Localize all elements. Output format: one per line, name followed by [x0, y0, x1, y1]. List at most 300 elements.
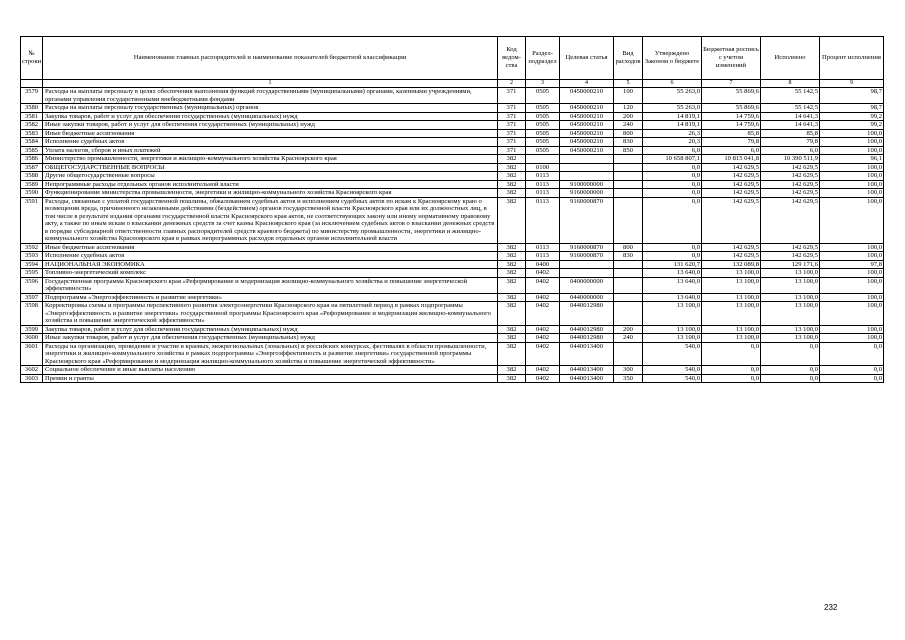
table-row [21, 155, 884, 164]
row-name: Государственная программа Красноярского края «Реформирование и модернизация жилищно-коммунального хозяйства и повышение энергетической эффективности» [43, 277, 498, 293]
target-article: 0440013400 [560, 342, 614, 366]
row-name: Расходы на выплаты персоналу в целях обеспечения выполнения функций государственными (муниципальными) органами, казенными учреждениями, органами управления государственными внебюджетными фондами [43, 88, 498, 104]
column-number: 8 [761, 80, 820, 88]
section-code: 0402 [526, 269, 560, 278]
row-name: Функционирование министерства промышленности, энергетики и жилищно-коммунального хозяйства Красноярского края [43, 189, 498, 198]
section-code: 0113 [526, 189, 560, 198]
executed-amount: 13 100,0 [761, 277, 820, 293]
column-number: 5 [614, 80, 643, 88]
column-number: 4 [560, 80, 614, 88]
approved-amount: 540,0 [643, 374, 702, 383]
dept-code: 371 [498, 104, 526, 113]
expense-type: 800 [614, 243, 643, 252]
executed-amount: 13 100,0 [761, 325, 820, 334]
expense-type: 200 [614, 112, 643, 121]
dept-code: 371 [498, 112, 526, 121]
dept-code: 382 [498, 325, 526, 334]
table-row [21, 180, 884, 189]
row-number: 3591 [21, 197, 43, 243]
row-name: Исполнение судебных актов [43, 252, 498, 261]
row-number: 3596 [21, 277, 43, 293]
executed-amount: 0,0 [761, 374, 820, 383]
dept-code: 382 [498, 172, 526, 181]
schedule-amount: 0,0 [702, 366, 761, 375]
row-name: Иные закупки товаров, работ и услуг для обеспечения государственных (муниципальных) нужд [43, 334, 498, 343]
executed-amount: 142 629,5 [761, 243, 820, 252]
row-name: Корректировка схемы и программы перспективного развития электроэнергетики Красноярского края на пятилетний период в рамках подпрограммы «Энергоэффективность и развитие энергетики» государственной программы Красноярского края «Реформирование и модернизация жилищно-коммунального хозяйства и повышение энергетической эффективности» [43, 302, 498, 326]
column-number-row [21, 80, 884, 88]
approved-amount: 540,0 [643, 366, 702, 375]
section-code: 0505 [526, 112, 560, 121]
expense-type: 850 [614, 146, 643, 155]
schedule-amount: 14 759,6 [702, 121, 761, 130]
section-code: 0113 [526, 252, 560, 261]
expense-type [614, 269, 643, 278]
row-name: ОБЩЕГОСУДАРСТВЕННЫЕ ВОПРОСЫ [43, 163, 498, 172]
section-code: 0505 [526, 138, 560, 147]
percent-executed: 100,0 [820, 277, 884, 293]
expense-type: 800 [614, 129, 643, 138]
section-code: 0402 [526, 374, 560, 383]
percent-executed: 98,7 [820, 104, 884, 113]
executed-amount: 55 142,5 [761, 104, 820, 113]
executed-amount: 129 171,6 [761, 260, 820, 269]
schedule-amount: 142 629,5 [702, 243, 761, 252]
table-row [21, 163, 884, 172]
schedule-amount: 14 759,6 [702, 112, 761, 121]
section-code: 0113 [526, 243, 560, 252]
row-name: Расходы на выплаты персоналу государственных (муниципальных) органов [43, 104, 498, 113]
approved-amount: 26,3 [643, 129, 702, 138]
schedule-amount: 55 869,6 [702, 104, 761, 113]
row-number: 3584 [21, 138, 43, 147]
row-number: 3583 [21, 129, 43, 138]
approved-amount: 14 819,1 [643, 121, 702, 130]
target-article: 9160000000 [560, 189, 614, 198]
row-name: Расходы на организацию, проведение и участие в краевых, межрегиональных (зональных) и российских конкурсах, фестивалях в области промышленности, энергетики и жилищно-коммунального хозяйства в рамках подпрограммы «Энергоэффективность и развитие энергетики» государственной программы Красноярского края «Реформирование и модернизация жилищно-коммунального хозяйства и повышение энергетической эффективности» [43, 342, 498, 366]
percent-executed: 96,1 [820, 155, 884, 164]
percent-executed: 97,8 [820, 260, 884, 269]
executed-amount: 14 641,3 [761, 112, 820, 121]
table-row [21, 269, 884, 278]
percent-executed: 100,0 [820, 189, 884, 198]
column-number [21, 80, 43, 88]
row-number: 3592 [21, 243, 43, 252]
approved-amount: 0,0 [643, 243, 702, 252]
executed-amount: 142 629,5 [761, 172, 820, 181]
table-row [21, 342, 884, 366]
executed-amount: 0,0 [761, 342, 820, 366]
dept-code: 371 [498, 121, 526, 130]
percent-executed: 0,0 [820, 366, 884, 375]
row-number: 3588 [21, 172, 43, 181]
expense-type: 300 [614, 366, 643, 375]
schedule-amount: 0,0 [702, 374, 761, 383]
dept-code: 382 [498, 155, 526, 164]
table-body [21, 88, 884, 383]
expense-type [614, 342, 643, 366]
row-name: Уплата налогов, сборов и иных платежей [43, 146, 498, 155]
executed-amount: 14 641,3 [761, 121, 820, 130]
row-number: 3594 [21, 260, 43, 269]
executed-amount: 13 100,0 [761, 293, 820, 302]
schedule-amount: 142 629,5 [702, 163, 761, 172]
section-code: 0402 [526, 366, 560, 375]
table-row [21, 172, 884, 181]
budget-execution-table [20, 36, 884, 383]
schedule-amount: 55 869,6 [702, 88, 761, 104]
percent-executed: 100,0 [820, 197, 884, 243]
expense-type: 240 [614, 121, 643, 130]
dept-code: 382 [498, 252, 526, 261]
approved-amount: 0,0 [643, 197, 702, 243]
executed-amount: 142 629,5 [761, 197, 820, 243]
expense-type: 830 [614, 138, 643, 147]
row-name: Топливно-энергетический комплекс [43, 269, 498, 278]
row-name: Подпрограмма «Энергоэффективность и развитие энергетики» [43, 293, 498, 302]
percent-executed: 100,0 [820, 252, 884, 261]
row-name: Другие общегосударственные вопросы [43, 172, 498, 181]
table-row [21, 146, 884, 155]
approved-amount: 131 620,7 [643, 260, 702, 269]
row-number: 3601 [21, 342, 43, 366]
table-row [21, 334, 884, 343]
schedule-amount: 142 629,5 [702, 180, 761, 189]
target-article: 0440013400 [560, 366, 614, 375]
dept-code: 382 [498, 163, 526, 172]
target-article [560, 163, 614, 172]
section-code: 0402 [526, 334, 560, 343]
executed-amount: 13 100,0 [761, 334, 820, 343]
target-article: 0450000210 [560, 104, 614, 113]
table-row [21, 302, 884, 326]
schedule-amount: 85,8 [702, 129, 761, 138]
section-code: 0113 [526, 197, 560, 243]
target-article: 0450000210 [560, 129, 614, 138]
row-name: Иные бюджетные ассигнования [43, 129, 498, 138]
row-number: 3589 [21, 180, 43, 189]
row-number: 3580 [21, 104, 43, 113]
target-article: 0440012980 [560, 334, 614, 343]
executed-amount: 79,8 [761, 138, 820, 147]
percent-executed: 100,0 [820, 325, 884, 334]
row-number: 3595 [21, 269, 43, 278]
table-row [21, 112, 884, 121]
header-dept-code: Код ведом- ства [498, 37, 526, 80]
section-code: 0505 [526, 146, 560, 155]
approved-amount: 540,0 [643, 342, 702, 366]
approved-amount: 13 100,0 [643, 325, 702, 334]
header-expense-type: Вид расходов [614, 37, 643, 80]
schedule-amount: 13 100,0 [702, 302, 761, 326]
approved-amount: 13 640,0 [643, 269, 702, 278]
executed-amount: 142 629,5 [761, 252, 820, 261]
target-article: 9100000000 [560, 180, 614, 189]
row-number: 3579 [21, 88, 43, 104]
page-number: 232 [824, 603, 838, 612]
section-code: 0402 [526, 293, 560, 302]
table-row [21, 366, 884, 375]
schedule-amount: 79,8 [702, 138, 761, 147]
section-code: 0402 [526, 325, 560, 334]
row-name: Социальное обеспечение и иные выплаты населению [43, 366, 498, 375]
header-schedule: Бюджетная роспись с учетом изменений [702, 37, 761, 80]
dept-code: 382 [498, 302, 526, 326]
executed-amount: 0,0 [761, 366, 820, 375]
header-name: Наименование главных распорядителей и наименование показателей бюджетной классификации [43, 37, 498, 80]
percent-executed: 100,0 [820, 172, 884, 181]
header-target-article: Целевая статья [560, 37, 614, 80]
executed-amount: 13 100,0 [761, 302, 820, 326]
percent-executed: 100,0 [820, 163, 884, 172]
row-name: Иные закупки товаров, работ и услуг для обеспечения государственных (муниципальных) нужд [43, 121, 498, 130]
expense-type [614, 197, 643, 243]
executed-amount: 142 629,5 [761, 163, 820, 172]
table-row [21, 260, 884, 269]
target-article: 0450000210 [560, 112, 614, 121]
row-number: 3586 [21, 155, 43, 164]
percent-executed: 100,0 [820, 243, 884, 252]
approved-amount: 0,0 [643, 180, 702, 189]
target-article [560, 269, 614, 278]
column-number: 1 [43, 80, 498, 88]
executed-amount: 10 390 511,9 [761, 155, 820, 164]
header-executed: Исполнено [761, 37, 820, 80]
row-name: НАЦИОНАЛЬНАЯ ЭКОНОМИКА [43, 260, 498, 269]
budget-table-sheet [20, 36, 884, 383]
section-code: 0505 [526, 104, 560, 113]
approved-amount: 0,0 [643, 163, 702, 172]
row-number: 3603 [21, 374, 43, 383]
approved-amount: 14 819,1 [643, 112, 702, 121]
expense-type: 100 [614, 88, 643, 104]
row-number: 3600 [21, 334, 43, 343]
dept-code: 382 [498, 189, 526, 198]
expense-type [614, 155, 643, 164]
expense-type [614, 189, 643, 198]
table-row [21, 374, 884, 383]
schedule-amount: 142 629,5 [702, 172, 761, 181]
section-code: 0400 [526, 260, 560, 269]
dept-code: 382 [498, 277, 526, 293]
approved-amount: 0,0 [643, 252, 702, 261]
target-article: 0400000000 [560, 277, 614, 293]
dept-code: 382 [498, 243, 526, 252]
executed-amount: 142 629,5 [761, 189, 820, 198]
column-number: 6 [643, 80, 702, 88]
percent-executed: 100,0 [820, 129, 884, 138]
column-number: 2 [498, 80, 526, 88]
header-row-number: № строки [21, 37, 43, 80]
approved-amount: 10 658 807,1 [643, 155, 702, 164]
section-code: 0505 [526, 129, 560, 138]
row-number: 3582 [21, 121, 43, 130]
section-code: 0402 [526, 277, 560, 293]
target-article: 9160000870 [560, 243, 614, 252]
row-name: Закупка товаров, работ и услуг для обеспечения государственных (муниципальных) нужд [43, 112, 498, 121]
expense-type: 120 [614, 104, 643, 113]
row-name: Закупка товаров, работ и услуг для обеспечения государственных (муниципальных) нужд [43, 325, 498, 334]
schedule-amount: 13 100,0 [702, 277, 761, 293]
row-number: 3598 [21, 302, 43, 326]
approved-amount: 0,0 [643, 189, 702, 198]
row-number: 3597 [21, 293, 43, 302]
expense-type [614, 163, 643, 172]
column-number: 9 [820, 80, 884, 88]
section-code: 0113 [526, 172, 560, 181]
percent-executed: 100,0 [820, 293, 884, 302]
percent-executed: 0,0 [820, 342, 884, 366]
approved-amount: 13 640,0 [643, 293, 702, 302]
schedule-amount: 13 100,0 [702, 293, 761, 302]
row-name: Непрограммные расходы отдельных органов исполнительной власти [43, 180, 498, 189]
expense-type: 830 [614, 252, 643, 261]
table-row [21, 138, 884, 147]
dept-code: 371 [498, 88, 526, 104]
approved-amount: 13 100,0 [643, 302, 702, 326]
target-article [560, 155, 614, 164]
schedule-amount: 13 100,0 [702, 334, 761, 343]
approved-amount: 0,0 [643, 172, 702, 181]
header-percent: Процент исполнения [820, 37, 884, 80]
section-code [526, 155, 560, 164]
expense-type: 350 [614, 374, 643, 383]
row-name: Премии и гранты [43, 374, 498, 383]
row-name: Исполнение судебных актов [43, 138, 498, 147]
table-row [21, 88, 884, 104]
table-row [21, 243, 884, 252]
target-article: 9160000870 [560, 252, 614, 261]
target-article [560, 172, 614, 181]
dept-code: 382 [498, 260, 526, 269]
table-row [21, 293, 884, 302]
executed-amount: 6,0 [761, 146, 820, 155]
dept-code: 382 [498, 366, 526, 375]
header-section: Раздел- подраздел [526, 37, 560, 80]
row-number: 3593 [21, 252, 43, 261]
table-row [21, 189, 884, 198]
target-article: 0450000210 [560, 88, 614, 104]
dept-code: 382 [498, 293, 526, 302]
target-article [560, 260, 614, 269]
schedule-amount: 10 815 041,8 [702, 155, 761, 164]
table-row [21, 197, 884, 243]
section-code: 0402 [526, 342, 560, 366]
dept-code: 382 [498, 334, 526, 343]
percent-executed: 100,0 [820, 302, 884, 326]
section-code: 0113 [526, 180, 560, 189]
dept-code: 382 [498, 197, 526, 243]
schedule-amount: 13 100,0 [702, 325, 761, 334]
header-approved: Утверждено Законом о бюджете [643, 37, 702, 80]
expense-type [614, 172, 643, 181]
section-code: 0100 [526, 163, 560, 172]
approved-amount: 20,3 [643, 138, 702, 147]
dept-code: 382 [498, 374, 526, 383]
column-number: 3 [526, 80, 560, 88]
target-article: 0450000210 [560, 121, 614, 130]
schedule-amount: 132 089,8 [702, 260, 761, 269]
percent-executed: 99,2 [820, 121, 884, 130]
dept-code: 382 [498, 342, 526, 366]
section-code: 0505 [526, 121, 560, 130]
percent-executed: 98,7 [820, 88, 884, 104]
schedule-amount: 142 629,5 [702, 189, 761, 198]
executed-amount: 55 142,5 [761, 88, 820, 104]
schedule-amount: 6,0 [702, 146, 761, 155]
executed-amount: 85,8 [761, 129, 820, 138]
percent-executed: 100,0 [820, 146, 884, 155]
percent-executed: 100,0 [820, 334, 884, 343]
target-article: 0450000210 [560, 138, 614, 147]
section-code: 0505 [526, 88, 560, 104]
expense-type: 240 [614, 334, 643, 343]
approved-amount: 55 263,0 [643, 88, 702, 104]
dept-code: 371 [498, 138, 526, 147]
table-row [21, 325, 884, 334]
executed-amount: 13 100,0 [761, 269, 820, 278]
target-article: 9160000870 [560, 197, 614, 243]
approved-amount: 13 100,0 [643, 334, 702, 343]
expense-type [614, 180, 643, 189]
percent-executed: 99,2 [820, 112, 884, 121]
expense-type [614, 302, 643, 326]
target-article: 0440012980 [560, 325, 614, 334]
table-row [21, 121, 884, 130]
table-row [21, 129, 884, 138]
approved-amount: 55 263,0 [643, 104, 702, 113]
table-row [21, 252, 884, 261]
approved-amount: 6,0 [643, 146, 702, 155]
target-article: 0440012980 [560, 302, 614, 326]
expense-type: 200 [614, 325, 643, 334]
schedule-amount: 0,0 [702, 342, 761, 366]
row-name: Министерство промышленности, энергетики и жилищно-коммунального хозяйства Красноярского края [43, 155, 498, 164]
row-number: 3590 [21, 189, 43, 198]
percent-executed: 100,0 [820, 138, 884, 147]
target-article: 0450000210 [560, 146, 614, 155]
schedule-amount: 13 100,0 [702, 269, 761, 278]
percent-executed: 100,0 [820, 180, 884, 189]
target-article: 0440000000 [560, 293, 614, 302]
table-header-row [21, 37, 884, 80]
row-number: 3581 [21, 112, 43, 121]
row-number: 3599 [21, 325, 43, 334]
section-code: 0402 [526, 302, 560, 326]
percent-executed: 0,0 [820, 374, 884, 383]
row-number: 3602 [21, 366, 43, 375]
row-name: Иные бюджетные ассигнования [43, 243, 498, 252]
approved-amount: 13 640,0 [643, 277, 702, 293]
row-number: 3585 [21, 146, 43, 155]
schedule-amount: 142 629,5 [702, 252, 761, 261]
column-number: 7 [702, 80, 761, 88]
percent-executed: 100,0 [820, 269, 884, 278]
dept-code: 371 [498, 129, 526, 138]
row-number: 3587 [21, 163, 43, 172]
dept-code: 371 [498, 146, 526, 155]
target-article: 0440013400 [560, 374, 614, 383]
table-row [21, 277, 884, 293]
expense-type [614, 277, 643, 293]
dept-code: 382 [498, 180, 526, 189]
dept-code: 382 [498, 269, 526, 278]
expense-type [614, 260, 643, 269]
executed-amount: 142 629,5 [761, 180, 820, 189]
expense-type [614, 293, 643, 302]
table-row [21, 104, 884, 113]
schedule-amount: 142 629,5 [702, 197, 761, 243]
